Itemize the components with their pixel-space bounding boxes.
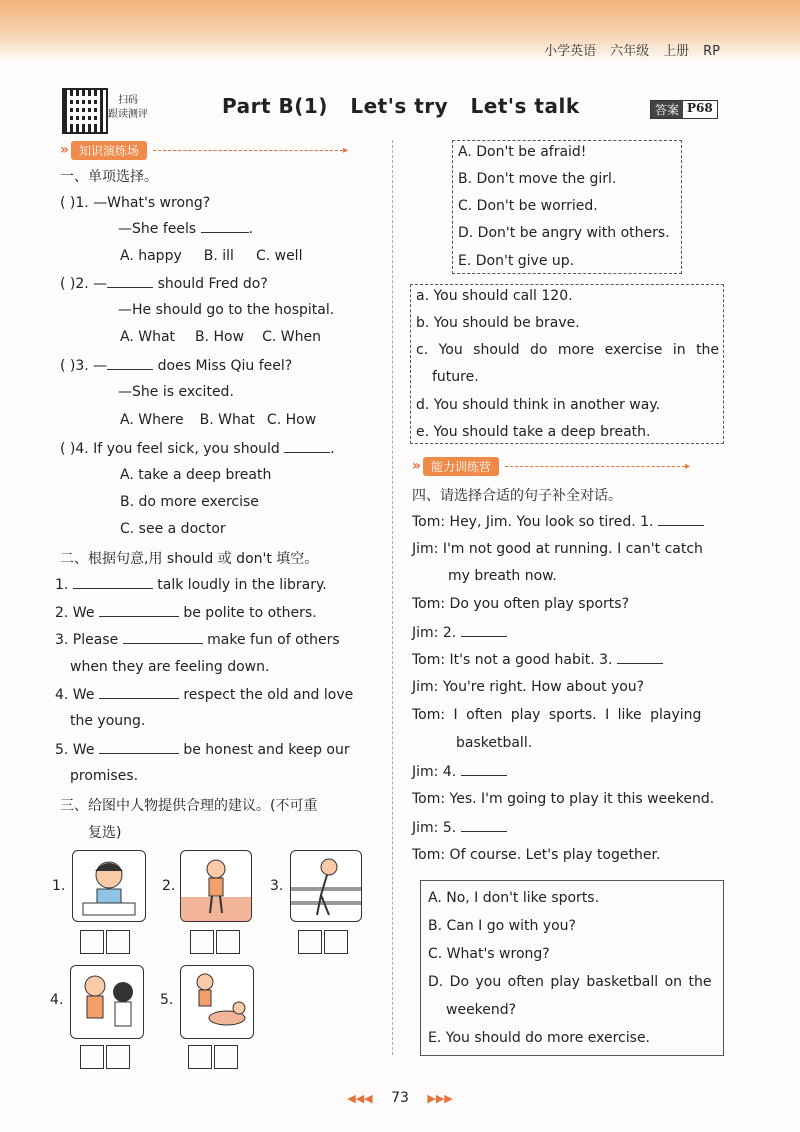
q1-line2 [118,220,253,237]
picture-num-5: 5. [160,992,174,1008]
dialog-line-7b: basketball. [456,735,533,751]
q4 [60,440,335,457]
picture-num-3: 3. [270,878,284,894]
option-c: c. You should do more exercise in the [416,342,720,358]
fill-5 [55,741,350,758]
q3-text: does Miss Qiu feel? [157,358,293,374]
tag-label: 知识演练场 [71,141,147,160]
q3-stem: ( )3. — [60,358,108,374]
fill-1 [55,576,327,593]
q1-options [120,248,302,264]
option-a: a. You should call 120. [416,288,573,304]
answer-blank[interactable] [461,819,507,832]
answer-box[interactable] [106,1045,130,1069]
edition-label: RP [703,44,720,59]
dialog-line-7: Tom: I often play sports. I like playing [412,707,702,723]
q3 [60,357,292,374]
arrow-right-icon: ▸ [685,460,691,472]
q2-text: should Fred do? [157,276,268,292]
column-divider [392,140,393,1055]
answer-blank[interactable] [99,604,179,617]
fill-4-line2: the young. [70,713,146,729]
section-2-heading: 二、根据句意,用 should 或 don't 填空。 [60,551,319,567]
dialog-text: Jim: 2. [412,625,457,641]
fill-text: respect the old and love [183,687,354,703]
fill-num: 3. Please [55,632,119,648]
options-box-lower [410,284,724,444]
option-c: C. What's wrong? [428,946,550,962]
answer-blank[interactable] [658,513,704,526]
answer-label: 答案 [651,101,683,118]
dialog-text: Jim: 5. [412,820,457,836]
section-3-heading-line2: 复选) [88,825,122,841]
fill-5-line2: promises. [70,768,139,784]
q1-text: —She feels [118,221,197,237]
option-b: b. You should be brave. [416,315,580,331]
answer-box[interactable] [106,930,130,954]
answer-blank[interactable] [461,624,507,637]
picture-1-sick-boy [72,850,146,922]
q2-stem: ( )2. — [60,276,108,292]
picture-4-angry-kids [70,965,144,1039]
picture-num-1: 1. [52,878,66,894]
option-b: B. Can I go with you? [428,918,576,934]
answer-blank[interactable] [201,220,249,233]
section-tag-ability [412,456,690,476]
fill-text: be polite to others. [183,605,317,621]
answer-blank[interactable] [107,357,153,370]
fill-text: make fun of others [207,632,340,648]
fill-4 [55,686,353,703]
fill-num: 1. [55,577,69,593]
option-a: A. No, I don't like sports. [428,890,600,906]
q4-period: . [330,441,335,457]
picture-2-running-girl [180,850,252,922]
option-a: A. What [120,329,176,345]
answer-blank[interactable] [73,576,153,589]
answer-box[interactable] [214,1045,238,1069]
dialog-line-5 [412,651,663,668]
dialog-text: Jim: 4. [412,764,457,780]
q1 [60,195,210,211]
divider [153,150,343,151]
answer-box[interactable] [190,930,214,954]
book-series [530,40,720,59]
fill-text: talk loudly in the library. [157,577,327,593]
picture-num-4: 4. [50,992,64,1008]
q1-period: . [248,221,254,237]
term-label: 上册 [663,44,690,59]
grade-label: 六年级 [610,44,650,59]
tag-label: 能力训练营 [423,457,499,476]
option-a: A. Don't be afraid! [458,144,587,160]
option-c: C. see a doctor [120,521,226,537]
answer-box[interactable] [298,930,322,954]
fill-num: 2. We [55,605,95,621]
answer-blank[interactable] [461,763,507,776]
option-c-line2: future. [432,369,479,385]
option-c: C. How [266,412,317,428]
q3-options [120,412,316,428]
fill-num: 5. We [55,742,95,758]
answer-reference [650,100,718,119]
fill-3 [55,631,340,648]
page-number-text: 73 [391,1090,409,1106]
dialog-line-8 [412,763,507,780]
q2-line2: —He should go to the hospital. [118,302,335,318]
option-d: d. You should think in another way. [416,397,661,413]
option-a: A. happy [120,248,182,264]
dialog-line-9: Tom: Yes. I'm going to play it this weekend. [412,791,715,807]
fill-3-line2: when they are feeling down. [70,659,270,675]
option-a: A. take a deep breath [120,467,272,483]
q2-options [120,329,321,345]
fill-text: be honest and keep our [183,742,350,758]
section-3-heading: 三、给图中人物提供合理的建议。(不可重 [60,798,318,814]
section-1-heading: 一、单项选择。 [60,169,158,185]
scan-line-2: 跟读测评 [108,109,148,120]
option-b: B. What [199,412,255,428]
dialog-line-1 [412,513,704,530]
option-c: C. well [255,248,303,264]
section-4-heading: 四、请选择合适的句子补全对话。 [412,488,622,504]
q4-stem: ( )4. If you feel sick, you should [60,441,280,457]
option-e: E. You should do more exercise. [428,1030,651,1046]
answer-blank[interactable] [99,741,179,754]
answer-blank[interactable] [284,440,330,453]
option-e: e. You should take a deep breath. [416,424,651,440]
dialog-line-2b: my breath now. [448,568,557,584]
q3-line2: —She is excited. [118,384,234,400]
dialog-text: Tom: It's not a good habit. 3. [412,652,613,668]
option-e: E. Don't give up. [458,253,575,269]
qr-code-icon[interactable] [62,88,108,134]
answer-box[interactable] [80,1045,104,1069]
answer-blank[interactable] [123,631,203,644]
answer-box[interactable] [80,930,104,954]
picture-5-fallen-girl [180,965,254,1039]
option-b: B. do more exercise [120,494,259,510]
answer-blank[interactable] [617,651,663,664]
section-tag-knowledge [60,140,348,160]
option-d: D. Don't be angry with others. [458,225,670,241]
dialog-text: Tom: Hey, Jim. You look so tired. 1. [412,514,654,530]
option-a: A. Where [120,412,184,428]
picture-3-tired-boy [290,850,362,922]
option-c: C. Don't be worried. [458,198,598,214]
option-b: B. Don't move the girl. [458,171,617,187]
page-number [0,1090,800,1106]
subject-label: 小学英语 [544,44,597,59]
scan-label [108,94,148,122]
dialog-line-3: Tom: Do you often play sports? [412,596,629,612]
dialog-line-2: Jim: I'm not good at running. I can't catch [412,541,703,557]
triangle-left-icon: ◀◀◀ [347,1092,373,1105]
fill-num: 4. We [55,687,95,703]
option-d: D. Do you often play basketball on the [428,974,712,990]
option-d-line2: weekend? [446,1002,517,1018]
answer-box[interactable] [324,930,348,954]
chevron-right-icon: » [412,458,422,474]
picture-num-2: 2. [162,878,176,894]
scan-line-1: 扫码 [118,95,138,106]
dialog-line-6: Jim: You're right. How about you? [412,679,645,695]
q1-stem: ( )1. —What's wrong? [60,195,211,211]
option-c: C. When [262,329,321,345]
fill-2 [55,604,317,621]
answer-box[interactable] [216,930,240,954]
q2 [60,275,268,292]
dialog-line-11: Tom: Of course. Let's play together. [412,847,661,863]
answer-box[interactable] [188,1045,212,1069]
answer-page: P68 [687,101,713,115]
page-title: Part B(1) Let's try Let's talk [222,94,580,118]
dialog-line-4 [412,624,507,641]
arrow-right-icon: ▸ [343,144,349,156]
option-b: B. How [195,329,245,345]
option-b: B. ill [203,248,234,264]
triangle-right-icon: ▶▶▶ [427,1092,453,1105]
answer-blank[interactable] [107,275,153,288]
dialog-line-10 [412,819,507,836]
answer-blank[interactable] [99,686,179,699]
chevron-right-icon: » [60,142,70,158]
divider [505,466,685,467]
